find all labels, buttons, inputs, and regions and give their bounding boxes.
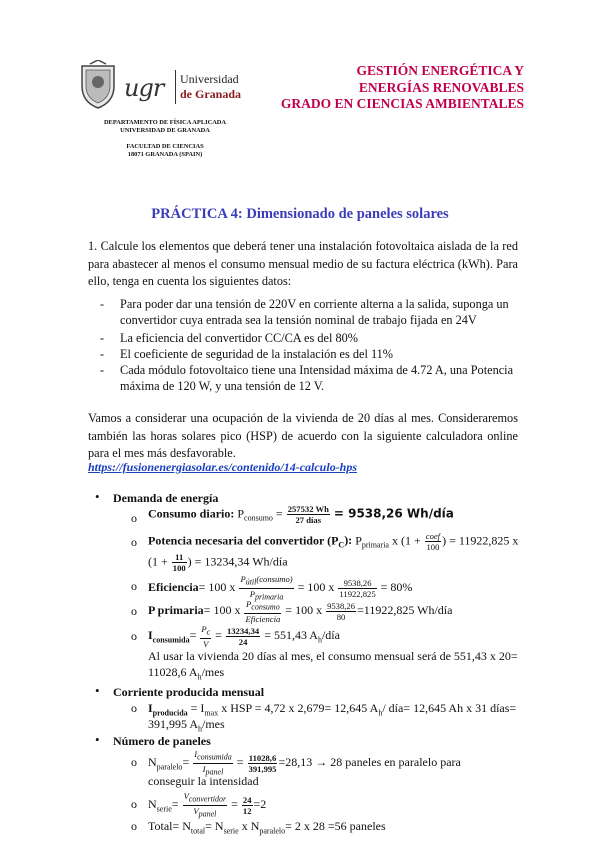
logo-divider [175, 70, 176, 104]
data-item-text: Para poder dar una tensión de 220V en corriente alterna a la salida, suponga un convertidor cuya entrada sea la tensión nominal de trabajo fijada en 24V [120, 297, 509, 327]
university-logo [78, 60, 248, 110]
eficiencia: Eficiencia= 100 x $\frac{P_{útil}(consumo)}{P_{primaria}}$ = 100 x $\frac{9538,26}{11922,825}$ = 80% [148, 574, 413, 602]
consumo-mensual-note: Al usar la vivienda 20 días al mes, el consumo mensual será de 551,43 x 20= 11028,6 $A_h$/mes [148, 649, 518, 682]
circle-bullet-icon: o [131, 797, 137, 811]
occupancy-paragraph: Vamos a considerar una ocupación de la vivienda de 20 días al mes. Consideraremos también las horas solares pico (HSP) de acuerdo con la siguiente calculadora online para el mes más desfavorable. [88, 411, 518, 460]
ugr-logo-text: ugr [124, 74, 164, 102]
section-paneles: Número de paneles [113, 734, 211, 748]
circle-bullet-icon: o [131, 629, 137, 643]
circle-bullet-icon: o [131, 604, 137, 618]
circle-bullet-icon: o [131, 701, 137, 715]
consumo-diario: Consumo diario: $P_{consumo}$ = $\frac{257532 Wh}{\text{27 días}}$ = 9538,26 Wh/día [148, 504, 454, 525]
faculty-line1: FACULTAD DE CIENCIAS [126, 143, 204, 150]
course-title-line3: GRADO EN CIENCIAS AMBIENTALES [280, 96, 524, 111]
potencia-convertidor: Potencia necesaria del convertidor $(P_C)$: $P_{primaria}$ x (1 + $\frac{\text{coef}}{100}$ ) = 11922,825 x [148, 531, 519, 552]
course-title [281, 63, 524, 113]
circle-bullet-icon: o [131, 819, 137, 833]
bullet-icon: • [95, 732, 100, 747]
coat-of-arms-icon [78, 60, 118, 110]
n-paralelo-line2: conseguir la intensidad [148, 774, 259, 788]
bullet-icon: • [95, 489, 100, 504]
university-line1: Universidad [180, 72, 239, 86]
practice-title: PRÁCTICA 4: Dimensionado de paneles solares [151, 206, 449, 222]
circle-bullet-icon: o [131, 535, 137, 549]
department-block [70, 119, 260, 159]
university-name [180, 72, 241, 102]
i-consumida: $I_{consumida}=$ $\frac{P_c}{V}$ = $\frac{13234,34}{24}$ = 551,43 $A_h$/día [148, 624, 340, 649]
n-paralelo: $N_{paralelo}=$ $\frac{I_{consumida}}{I_{panel}}$ = $\frac{11028,6}{391,995}$ =28,13 → 28 paneles en paralelo para [148, 749, 461, 777]
hsp-calculator-link[interactable]: https://fusionenergiasolar.es/contenido/14-calculo-hps [88, 460, 358, 474]
intro-paragraph: 1. Calcule los elementos que deberá tener una instalación fotovoltaica aislada de la red para abastecer al menos el consumo mensual medio de su factura eléctrica (kWh). Para ello, tenga en cuenta los siguientes datos: [88, 239, 518, 288]
circle-bullet-icon: o [131, 511, 137, 525]
dept-line1: DEPARTAMENTO DE FÍSICA APLICADA [103, 119, 227, 126]
data-item-text: La eficiencia del convertidor CC/CA es del 80% [120, 331, 359, 345]
bullet-icon: • [95, 683, 100, 698]
total-paneles: Total= $N_{total}= N_{serie}$ x $N_{paralelo}= 2$ x 28 =56 paneles [148, 819, 386, 836]
faculty-line2: 18071 GRANADA (SPAIN) [127, 151, 203, 158]
dept-line2: UNIVERSIDAD DE GRANADA [120, 127, 210, 134]
course-title-line2: ENERGÍAS RENOVABLES [358, 79, 524, 95]
p-primaria: P primaria= 100 x $\frac{P_{consumo}}{\text{Eficiencia}}$ = 100 x $\frac{9538,26}{80}$ =11922,825 Wh/día [148, 599, 453, 624]
course-title-line1: GESTIÓN ENERGÉTICA Y [356, 63, 524, 78]
i-producida-line2: 391,995 $A_h$/mes [148, 717, 225, 734]
data-item-text: Cada módulo fotovoltaico tiene una Intensidad máxima de 4.72 A, una Potencia máxima de 120 W, y una tensión de 12 V. [120, 363, 514, 393]
circle-bullet-icon: o [131, 579, 137, 593]
circle-bullet-icon: o [131, 755, 137, 769]
data-item-text: El coeficiente de seguridad de la instalación es del 11% [120, 347, 394, 361]
n-serie: $N_{serie}=$ $\frac{V_{convertidor}}{V_{panel}}$ = $\frac{24}{12}$ =2 [148, 791, 267, 819]
section-corriente: Corriente producida mensual [113, 685, 265, 699]
university-line2: de Granada [180, 87, 242, 101]
section-demand: Demanda de energía [113, 491, 219, 505]
potencia-convertidor-line2: (1 + $\frac{11}{100}$ ) = 13234,34 Wh/día [148, 552, 288, 573]
i-producida: $I_{producida} = I_{max}$ x HSP = 4,72 x 2,679= 12,645 $A_h/$ día= 12,645 Ah x 31 días= [148, 701, 517, 718]
